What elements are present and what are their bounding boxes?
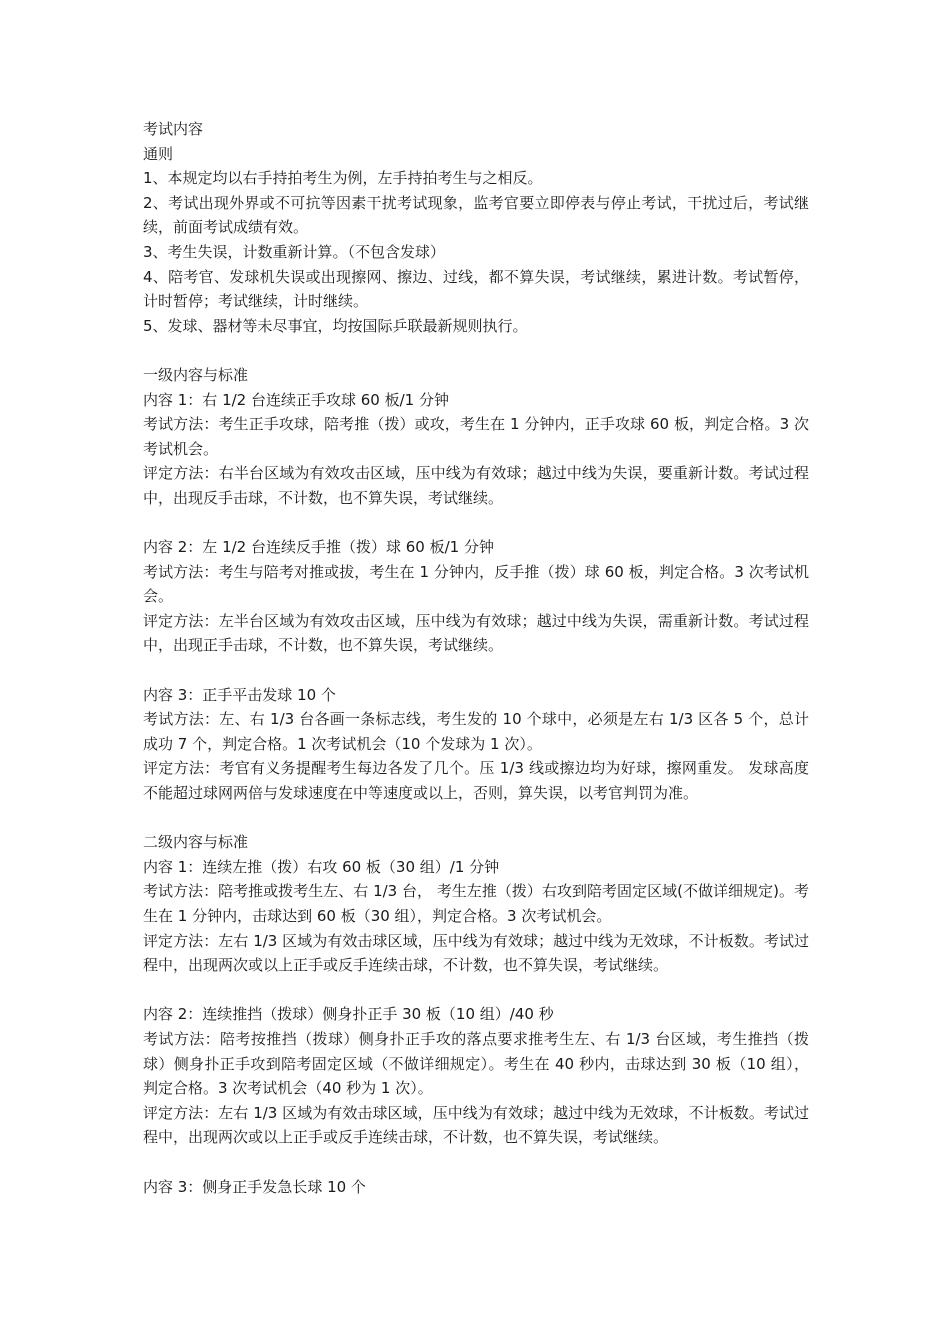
level1-item2-evaluation: 评定方法：左半台区域为有效攻击区域，压中线为有效球；越过中线为失误，需重新计数。考试过程中，出现正手击球，不计数，也不算失误，考试继续。 bbox=[143, 611, 809, 655]
spacer bbox=[143, 511, 809, 536]
level2-item1-method: 考试方法：陪考推或拨考生左、右 1/3 台， 考生左推（拨）右攻到陪考固定区域(不做详细规定)。考生在 1 分钟内，击球达到 60 板（30 组），判定合格。3 次考试机会。 bbox=[143, 882, 809, 925]
general-rule-1: 1、本规定均以右手持拍考生为例，左手持拍考生与之相反。 bbox=[143, 169, 543, 188]
general-heading: 通则 bbox=[143, 144, 174, 163]
level2-item2-method: 考试方法：陪考按推挡（拨球）侧身扑正手攻的落点要求推考生左、右 1/3 台区域，考生推挡（拨球）侧身扑正手攻到陪考固定区域（不做详细规定）。考生在 40 秒内，击球达到 30 板（10 组），判定合格。3 次考试机会（40 秒为 1 次）。 bbox=[143, 1029, 809, 1098]
spacer bbox=[143, 1150, 809, 1175]
level1-item2-title: 内容 2：左 1/2 台连续反手推（拨）球 60 板/1 分钟 bbox=[143, 538, 494, 557]
level2-item2-evaluation: 评定方法：左右 1/3 区域为有效击球区域，压中线为有效球；越过中线为无效球，不计板数。考试过程中，出现两次或以上正手或反手连续击球，不计数，也不算失误，考试继续。 bbox=[143, 1103, 809, 1147]
level1-item3-title: 内容 3：正手平击发球 10 个 bbox=[143, 685, 336, 704]
level2-item1-title: 内容 1：连续左推（拨）右攻 60 板（30 组）/1 分钟 bbox=[143, 857, 500, 876]
spacer bbox=[143, 658, 809, 683]
level1-item3-evaluation: 评定方法：考官有义务提醒考生每边各发了几个。压 1/3 线或擦边均为好球，擦网重发。 发球高度不能超过球网两倍与发球速度在中等速度或以上，否则，算失误，以考官判罚为准。 bbox=[143, 759, 809, 803]
level2-item3-title: 内容 3：侧身正手发急长球 10 个 bbox=[143, 1177, 366, 1196]
level1-item1-title: 内容 1：右 1/2 台连续正手攻球 60 板/1 分钟 bbox=[143, 390, 449, 409]
level2-heading: 二级内容与标准 bbox=[143, 833, 249, 852]
level2-item1-evaluation: 评定方法：左右 1/3 区域为有效击球区域，压中线为有效球；越过中线为无效球，不计板数。考试过程中，出现两次或以上正手或反手连续击球，不计数，也不算失误，考试继续。 bbox=[143, 931, 809, 975]
spacer bbox=[143, 978, 809, 1003]
document-body bbox=[143, 117, 809, 1199]
general-rule-5: 5、发球、器材等未尽事宜，均按国际乒联最新规则执行。 bbox=[143, 316, 528, 335]
general-rule-2: 2、考试出现外界或不可抗等因素干扰考试现象，监考官要立即停表与停止考试，干扰过后，考试继续，前面考试成绩有效。 bbox=[143, 193, 809, 237]
level1-item1-method: 考试方法：考生正手攻球，陪考推（拨）或攻，考生在 1 分钟内，正手攻球 60 板，判定合格。3 次考试机会。 bbox=[143, 415, 809, 458]
general-rule-3: 3、考生失误，计数重新计算。（不包含发球） bbox=[143, 242, 446, 261]
document-title: 考试内容 bbox=[143, 120, 204, 138]
level1-heading: 一级内容与标准 bbox=[143, 365, 249, 384]
level1-item1-evaluation: 评定方法：右半台区域为有效攻击区域，压中线为有效球；越过中线为失误，要重新计数。考试过程中，出现反手击球，不计数，也不算失误，考试继续。 bbox=[143, 464, 809, 507]
level1-item2-method: 考试方法：考生与陪考对推或拔，考生在 1 分钟内，反手推（拨）球 60 板，判定合格。3 次考试机会。 bbox=[143, 562, 809, 606]
spacer bbox=[143, 338, 809, 363]
general-rule-4: 4、陪考官、发球机失误或出现擦网、擦边、过线，都不算失误，考试继续，累进计数。考试暂停，计时暂停；考试继续，计时继续。 bbox=[143, 267, 809, 311]
spacer bbox=[143, 806, 809, 831]
level1-item3-method: 考试方法：左、右 1/3 台各画一条标志线，考生发的 10 个球中，必须是左右 1/3 区各 5 个，总计成功 7 个，判定合格。1 次考试机会（10 个发球为 1 次）。 bbox=[143, 710, 809, 753]
level2-item2-title: 内容 2：连续推挡（拨球）侧身扑正手 30 板（10 组）/40 秒 bbox=[143, 1005, 554, 1024]
